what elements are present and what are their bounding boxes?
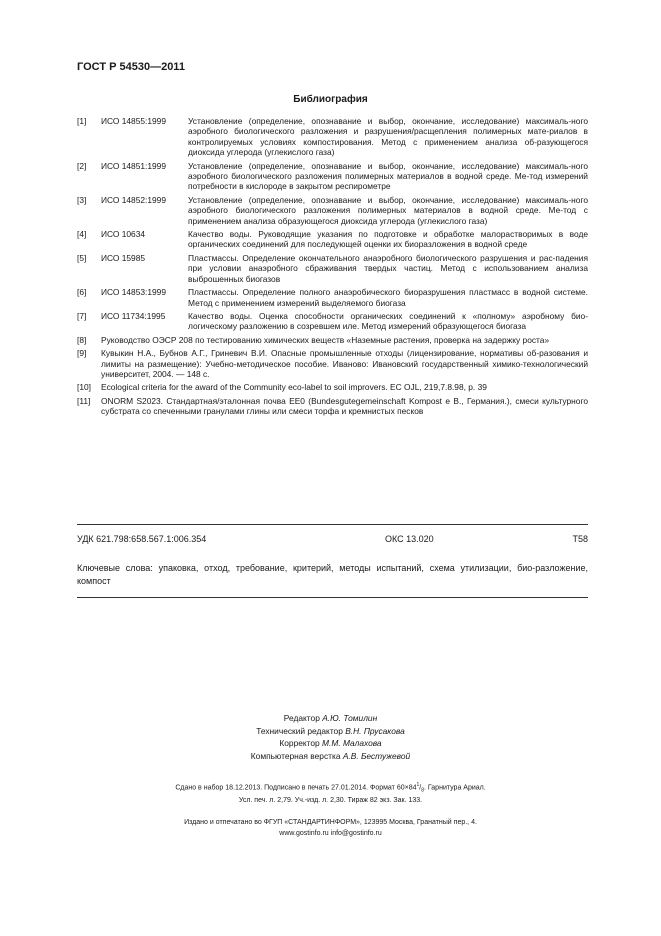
credit-role: Редактор — [283, 713, 320, 723]
bibliography-list — [77, 116, 588, 420]
imprint-line-2: Усл. печ. л. 2,79. Уч.-изд. л. 2,30. Тираж 82 экз. Зак. 133. — [238, 796, 423, 804]
entry-number: [3] — [77, 194, 87, 205]
entry-text: Пластмассы. Определение окончательного анаэробного биологического разрушения и рас-падения при условии анаэробного сбраживания твердых частиц. Метод с использованием анализа выброшенных биогазов — [188, 252, 588, 284]
entry-number: [1] — [77, 116, 87, 126]
entry-number: [2] — [77, 160, 87, 171]
credit-name: А.В. Бестужевой — [342, 750, 411, 761]
entry-text: Установление (определение, опознавание и выбор, окончание, исследование) максималь-ного аэробного биологического разложения и разрушения/расщепления полимерных мате-риалов в контролируемых условиях компостирования. Метод с применением анализа об-разующегося диоксида углерода (углекислого газа) — [188, 116, 588, 158]
credit-name: В.Н. Прусакова — [345, 725, 405, 736]
entry-code: ИСО 15985 — [101, 252, 146, 263]
oks-code: ОКС 13.020 — [385, 534, 434, 544]
bibliography-entry — [77, 116, 588, 158]
entry-text: Качество воды. Оценка способности органических соединений к «полному» аэробному био-логическому разложению в созревшем иле. Метод измерений образующегося биогаза — [188, 310, 588, 332]
bibliography-entry — [77, 195, 588, 226]
credit-line — [0, 737, 661, 750]
udk-code: УДК 621.798:658.567.1:006.354 — [77, 534, 207, 544]
bibliography-entry — [77, 253, 588, 284]
entry-text: Качество воды. Руководящие указания по подготовке и обработке малорастворимых в воде органических соединений для последующей оценки их биоразложения в водной среде — [188, 229, 588, 250]
credit-line — [0, 725, 661, 738]
credit-name: М.М. Малахова — [322, 738, 382, 749]
credit-line — [0, 750, 661, 763]
publisher-block — [0, 817, 661, 839]
credit-role: Компьютерная верстка — [250, 750, 341, 761]
entry-code: ИСО 10634 — [101, 229, 146, 240]
entry-text: Установление (определение, опознавание и выбор, окончание, исследование) максималь-ного аэробного биологического разложения полимерных материалов в водной среде. Ме-тод с применением анализа образующегося диоксида углерода (углекислого газа) — [188, 194, 588, 226]
bibliography-entry — [77, 229, 588, 250]
keywords: Ключевые слова: упаковка, отход, требование, критерий, методы испытаний, схема утилизации, био-разложение, компост — [77, 563, 588, 586]
entry-number: [9] — [77, 348, 87, 359]
entry-text: Кувыкин Н.А., Бубнов А.Г., Гриневич В.И. Опасные промышленные отходы (лицензирование, нормативы об-разования и лимиты на размещение): Учебно-методическое пособие. Иваново: Ивановский государственный химико-технологический университет, 2004. — 148 с. — [101, 348, 588, 379]
divider-bottom — [77, 597, 588, 598]
entry-code: ИСО 14852:1999 — [101, 194, 166, 205]
credit-line — [0, 712, 661, 725]
format-fraction-denominator: 8 — [421, 787, 424, 794]
bibliography-entry — [77, 396, 588, 417]
publisher-line-1: Издано и отпечатано во ФГУП «СТАНДАРТИНФОРМ», 123995 Москва, Гранатный пер., 4. — [184, 819, 477, 826]
imprint-line-1-end: . Гарнитура Ариал. — [424, 784, 486, 792]
bibliography-entry — [77, 382, 588, 392]
entry-number: [5] — [77, 252, 87, 263]
entry-number: [8] — [77, 334, 87, 345]
entry-code: ИСО 14851:1999 — [101, 160, 166, 171]
credits-block — [0, 712, 661, 762]
imprint-line-1-text: Сдано в набор 18.12.2013. Подписано в печать 27.01.2014. Формат 60×84 — [175, 784, 417, 792]
format-fraction-numerator: 1 — [416, 782, 420, 788]
bibliography-entry — [77, 287, 588, 308]
entry-code: ИСО 14853:1999 — [101, 287, 166, 298]
entry-number: [11] — [77, 395, 91, 406]
bibliography-entry — [77, 348, 588, 379]
imprint-line-1: Сдано в набор 18.12.2013. Подписано в печать 27.01.2014. Формат $60\times 84^1/_8$. Гарнитура Ариал. — [175, 782, 486, 794]
bibliography-entry — [77, 161, 588, 192]
category-code: Т58 — [572, 534, 588, 544]
imprint-block — [0, 780, 661, 806]
credit-role: Технический редактор — [256, 725, 343, 736]
credit-name: А.Ю. Томилин — [322, 713, 378, 723]
bibliography-entry — [77, 311, 588, 332]
bibliography-entry — [77, 335, 588, 345]
entry-code: ИСО 14855:1999 — [101, 116, 166, 126]
entry-code: ИСО 11734:1995 — [101, 310, 166, 321]
bibliography-title: Библиография — [293, 94, 368, 105]
entry-number: [7] — [77, 310, 87, 321]
entry-number: [6] — [77, 287, 87, 298]
entry-text: ONORM S2023. Стандартная/эталонная почва EE0 (Bundesgutegemeinschaft Kompost e B., Германия.), смеси культурного субстрата со спеченными гранулами глины или смеси торфа и кремнистых песков — [101, 395, 588, 417]
entry-text: Установление (определение, опознавание и выбор, окончание, исследование) максималь-ного аэробного биологического разложения полимерных материалов в водной среде. Ме-тод измерений потребности в кислороде в закрытом респирометре — [188, 160, 588, 192]
entry-number: [10] — [77, 382, 91, 393]
entry-number: [4] — [77, 229, 87, 240]
divider-top — [77, 524, 588, 525]
entry-text: Ecological criteria for the award of the Community eco-label to soil improvers. EC OJL, 219,7.8.98, p. 39 — [101, 382, 487, 393]
credit-role: Корректор — [279, 738, 320, 749]
entry-text: Руководство ОЭСР 208 по тестированию химических веществ «Наземные растения, проверка на задержку роста» — [101, 334, 550, 345]
publisher-line-2: www.gostinfo.ru info@gostinfo.ru — [279, 830, 382, 837]
standard-designation: ГОСТ Р 54530—2011 — [77, 61, 185, 73]
entry-text: Пластмассы. Определение полного анаэробического биоразрушения пластмасс в водной системе. Метод с применением измерений выделяемого биогаза — [188, 287, 588, 308]
